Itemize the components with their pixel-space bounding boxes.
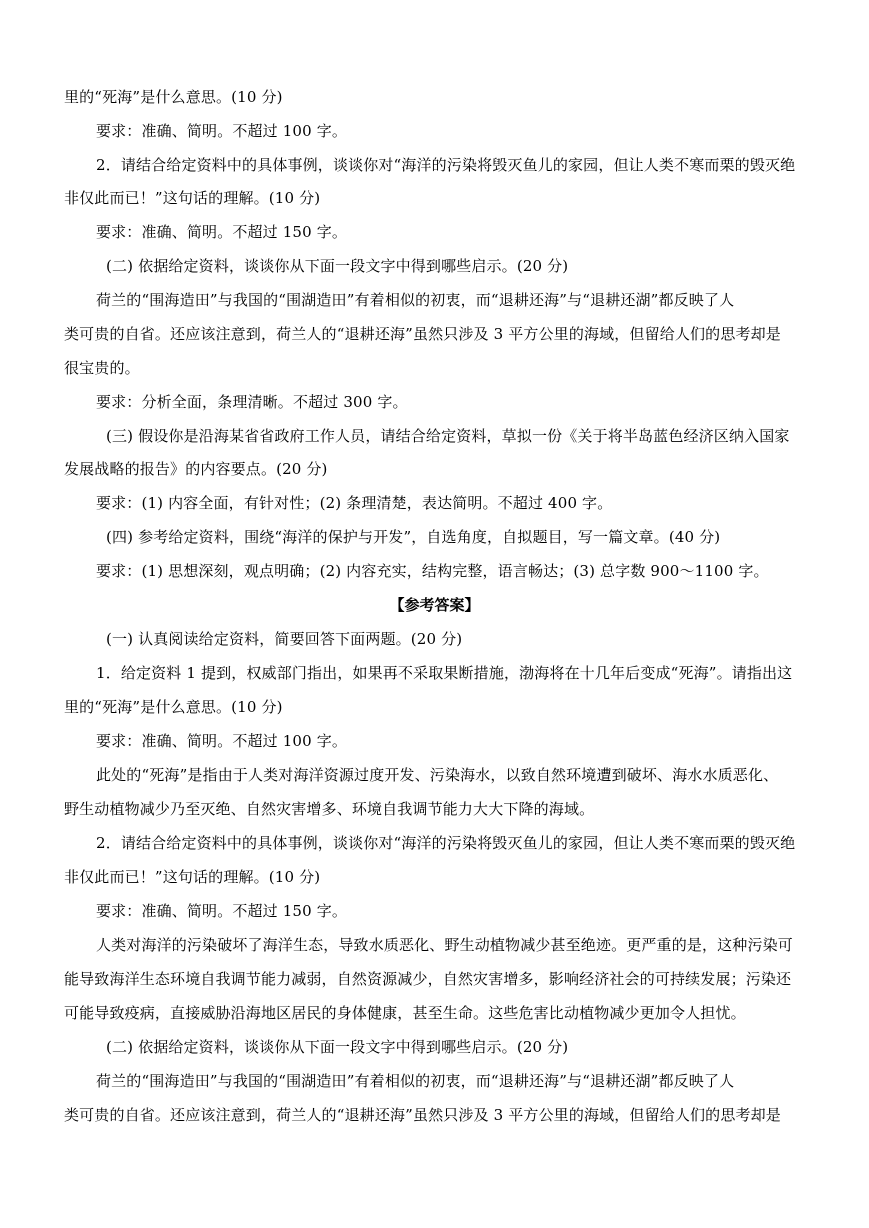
text-line: 要求：准确、简明。不超过 100 字。 xyxy=(96,122,348,140)
text-line: 可能导致疫病，直接威胁沿海地区居民的身体健康，甚至生命。这些危害比动植物减少更加令人担忧。 xyxy=(64,1004,746,1022)
text-line: 里的“死海”是什么意思。(10 分) xyxy=(64,88,283,106)
text-line: 能导致海洋生态环境自我调节能力减弱，自然资源减少，自然灾害增多，影响经济社会的可持续发展；污染还 xyxy=(64,970,792,988)
text-line: 要求：准确、简明。不超过 150 字。 xyxy=(96,902,348,920)
text-line: 非仅此而已！”这句话的理解。(10 分) xyxy=(64,189,321,207)
text-line: (三) 假设你是沿海某省省政府工作人员，请结合给定资料，草拟一份《关于将半岛蓝色经济区纳入国家 xyxy=(106,427,790,445)
text-line: 发展战略的报告》的内容要点。(20 分) xyxy=(64,460,328,478)
text-line: 荷兰的“围海造田”与我国的“围湖造田”有着相似的初衷，而“退耕还海”与“退耕还湖”都反映了人 xyxy=(96,1072,735,1090)
text-line: 里的“死海”是什么意思。(10 分) xyxy=(64,698,283,716)
text-line: 要求：(1) 思想深刻，观点明确；(2) 内容充实，结构完整，语言畅达；(3) 总字数 900～1100 字。 xyxy=(96,562,769,580)
text-line: 非仅此而已！”这句话的理解。(10 分) xyxy=(64,868,321,886)
text-line: 要求：准确、简明。不超过 100 字。 xyxy=(96,732,348,750)
text-line: 要求：准确、简明。不超过 150 字。 xyxy=(96,223,348,241)
text-line: 野生动植物减少乃至灭绝、自然灾害增多、环境自我调节能力大大下降的海域。 xyxy=(64,800,595,818)
text-line: 2．请结合给定资料中的具体事例，谈谈你对“海洋的污染将毁灭鱼儿的家园，但让人类不寒而栗的毁灭绝 xyxy=(96,156,796,174)
text-line: 2．请结合给定资料中的具体事例，谈谈你对“海洋的污染将毁灭鱼儿的家园，但让人类不寒而栗的毁灭绝 xyxy=(96,834,796,852)
section-heading: 【参考答案】 xyxy=(389,596,480,614)
text-line: 要求：分析全面，条理清晰。不超过 300 字。 xyxy=(96,393,408,411)
text-line: 此处的“死海”是指由于人类对海洋资源过度开发、污染海水，以致自然环境遭到破坏、海水水质恶化、 xyxy=(96,766,779,784)
text-line: 要求：(1) 内容全面，有针对性；(2) 条理清楚，表达简明。不超过 400 字。 xyxy=(96,494,613,512)
text-line: (二) 依据给定资料，谈谈你从下面一段文字中得到哪些启示。(20 分) xyxy=(106,257,569,275)
text-line: 类可贵的自省。还应该注意到，荷兰人的“退耕还海”虽然只涉及 3 平方公里的海域，但留给人们的思考却是 xyxy=(64,325,781,343)
text-line: (四) 参考给定资料，围绕“海洋的保护与开发”，自选角度，自拟题目，写一篇文章。(40 分) xyxy=(106,528,721,546)
text-line: 很宝贵的。 xyxy=(64,359,140,377)
text-line: 人类对海洋的污染破坏了海洋生态，导致水质恶化、野生动植物减少甚至绝迹。更严重的是，这种污染可 xyxy=(96,936,793,954)
text-line: (一) 认真阅读给定资料，简要回答下面两题。(20 分) xyxy=(106,630,463,648)
text-line: 荷兰的“围海造田”与我国的“围湖造田”有着相似的初衷，而“退耕还海”与“退耕还湖”都反映了人 xyxy=(96,291,735,309)
text-line: 类可贵的自省。还应该注意到，荷兰人的“退耕还海”虽然只涉及 3 平方公里的海域，但留给人们的思考却是 xyxy=(64,1106,781,1124)
text-line: (二) 依据给定资料，谈谈你从下面一段文字中得到哪些启示。(20 分) xyxy=(106,1038,569,1056)
text-line: 1．给定资料 1 提到，权威部门指出，如果再不采取果断措施，渤海将在十几年后变成“死海”。请指出这 xyxy=(96,664,793,682)
